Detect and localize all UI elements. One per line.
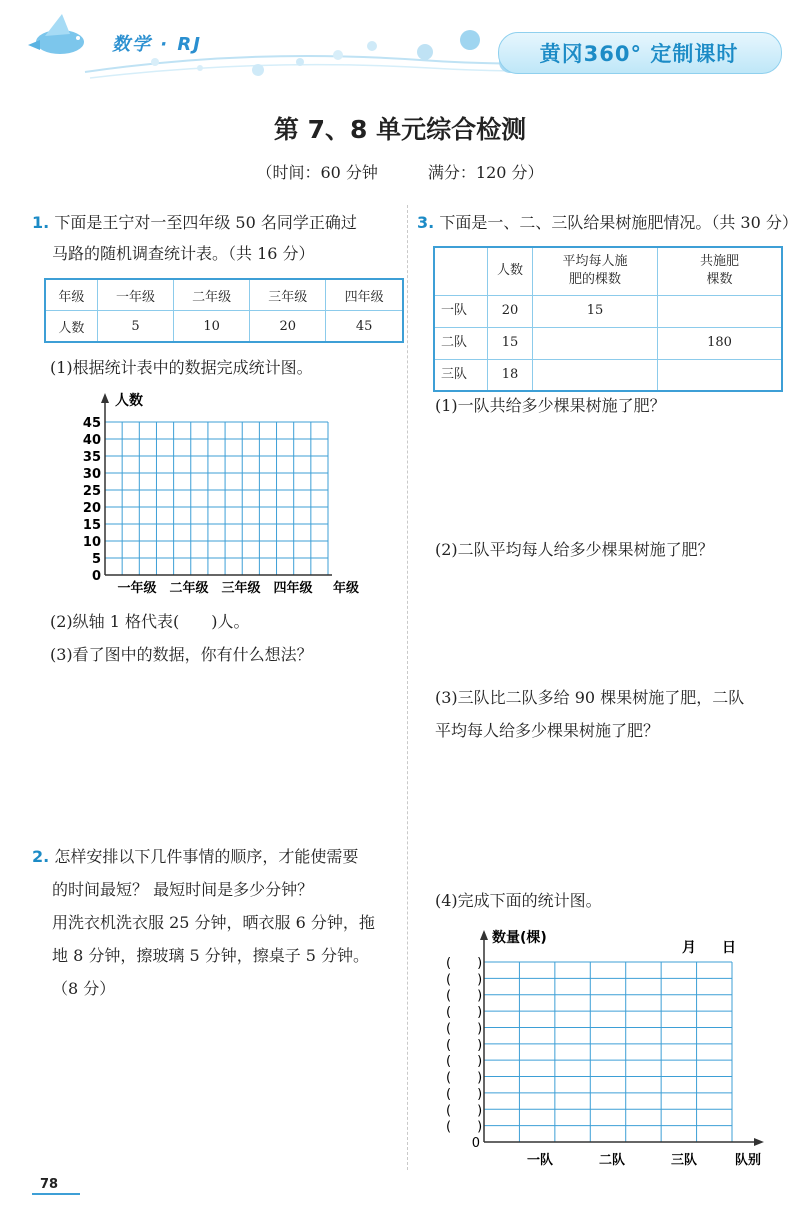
y-tick-label: 35 [82,450,101,465]
page-number-underline [32,1193,80,1195]
exam-meta [0,160,800,183]
q1-line1: 1. 下面是王宁对一至四年级 50 名同学正确过 [32,213,357,232]
q1-sub2: (2)纵轴 1 格代表( )人。 [50,612,250,631]
x-tick-label: 三年级 [221,581,261,596]
table-cell: 平均每人施 肥的棵数 [533,247,658,295]
bird-icon [28,14,84,54]
subject-label: 数学 · RJ [112,34,202,55]
y-axis-blank-bracket: ( ) [446,1086,483,1102]
x-tick-label: 二队 [598,1153,626,1168]
q1-table [44,278,404,343]
y-tick-label: 30 [82,467,101,482]
y-tick-label: 15 [82,518,101,533]
table-cell: 人数 [488,247,533,295]
q3-chart-month: 月 [682,940,696,956]
table-row [434,247,782,295]
page-title: 第 7、8 单元综合检测 [273,115,527,144]
q3-sub3a: (3)三队比二队多给 90 棵果树施了肥，二队 [435,688,745,707]
q2-line2: 的时间最短？ 最短时间是多少分钟？ [52,880,314,899]
q3-sub2: (2)二队平均每人给多少棵果树施了肥？ [435,540,714,559]
q3-chart-ylabel: 数量(棵) [492,930,547,946]
q1-sub3: (3)看了图中的数据，你有什么想法？ [50,645,313,664]
y-axis-blank-bracket: ( ) [446,956,483,971]
y-axis-blank-bracket: ( ) [446,1005,483,1021]
table-cell: 5 [97,311,173,343]
table-cell: 人数 [45,311,97,343]
table-cell: 18 [488,359,533,391]
table-cell: 一年级 [97,279,173,311]
q2-line5: （8 分） [52,979,116,998]
table-cell: 15 [488,327,533,359]
table-row [45,311,403,343]
table-cell: 10 [174,311,250,343]
brand-label: 黄冈360° 定制课时 [539,42,739,66]
y-tick-label: 5 [91,552,101,567]
table-cell [533,359,658,391]
table-cell: 三年级 [250,279,326,311]
y-tick-label: 45 [82,416,101,431]
q1-number: 1. [32,213,50,232]
table-row [45,279,403,311]
q3-table [433,246,783,392]
y-axis-blank-bracket: ( ) [446,1021,483,1037]
table-cell [533,327,658,359]
q3-sub4: (4)完成下面的统计图。 [435,891,602,910]
full-score: 满分：120 分） [427,163,544,182]
x-tick-label: 四年级 [273,581,313,596]
q1-blank-chart [70,385,380,600]
table-cell: 45 [326,311,403,343]
q1-chart-ylabel: 人数 [115,393,143,409]
y-tick-label: 25 [82,484,101,499]
table-cell: 共施肥 棵数 [658,247,783,295]
table-cell [658,295,783,327]
q3-chart-zero: 0 [471,1136,480,1151]
q2-number: 2. [32,847,50,866]
y-tick-label: 10 [82,535,101,550]
y-tick-label: 0 [91,569,101,584]
y-tick-label: 20 [82,501,101,516]
q3-chart-day: 日 [722,940,736,956]
q3-blank-chart [440,920,770,1170]
y-axis-blank-bracket: ( ) [446,988,483,1004]
q3-number: 3. [417,213,435,232]
x-tick-label: 一年级 [117,581,157,596]
y-axis-blank-bracket: ( ) [446,1054,483,1070]
x-tick-label: 一队 [526,1153,554,1168]
q1-chart-xlabel: 年级 [332,581,360,596]
q3-sub1: (1)一队共给多少棵果树施了肥？ [435,396,666,415]
y-axis-blank-bracket: ( ) [446,1070,483,1086]
x-tick-label: 三队 [670,1153,698,1168]
y-axis-blank-bracket: ( ) [446,1037,483,1053]
q2-line4: 地 8 分钟，擦玻璃 5 分钟，擦桌子 5 分钟。 [52,946,370,965]
y-axis-blank-bracket: ( ) [446,972,483,988]
table-cell: 20 [488,295,533,327]
q2-line3: 用洗衣机洗衣服 25 分钟，晒衣服 6 分钟，拖 [52,913,375,932]
y-tick-label: 40 [82,433,101,448]
table-cell: 年级 [45,279,97,311]
x-tick-label: 二年级 [169,581,209,596]
q1-sub1: (1)根据统计表中的数据完成统计图。 [50,358,313,377]
q3-chart-xlabel: 队别 [734,1153,762,1168]
q1-line2: 马路的随机调查统计表。（共 16 分） [52,244,315,263]
table-cell: 二队 [434,327,488,359]
table-cell: 二年级 [174,279,250,311]
page-number: 78 [40,1177,59,1192]
table-cell [658,359,783,391]
column-divider [407,205,408,1170]
y-axis-blank-bracket: ( ) [446,1119,483,1135]
table-cell: 180 [658,327,783,359]
table-row [434,359,782,391]
table-cell: 15 [533,295,658,327]
table-row [434,295,782,327]
table-row [434,327,782,359]
y-axis-blank-bracket: ( ) [446,1103,483,1119]
table-cell [434,247,488,295]
table-cell: 20 [250,311,326,343]
q3-line1: 3. 下面是一、二、三队给果树施肥情况。（共 30 分） [417,213,798,232]
q3-sub3b: 平均每人给多少棵果树施了肥？ [435,721,660,740]
table-cell: 四年级 [326,279,403,311]
time-limit: （时间：60 分钟 [256,163,378,182]
table-cell: 三队 [434,359,488,391]
table-cell: 一队 [434,295,488,327]
q2-line1: 2. 怎样安排以下几件事情的顺序，才能使需要 [32,847,359,866]
